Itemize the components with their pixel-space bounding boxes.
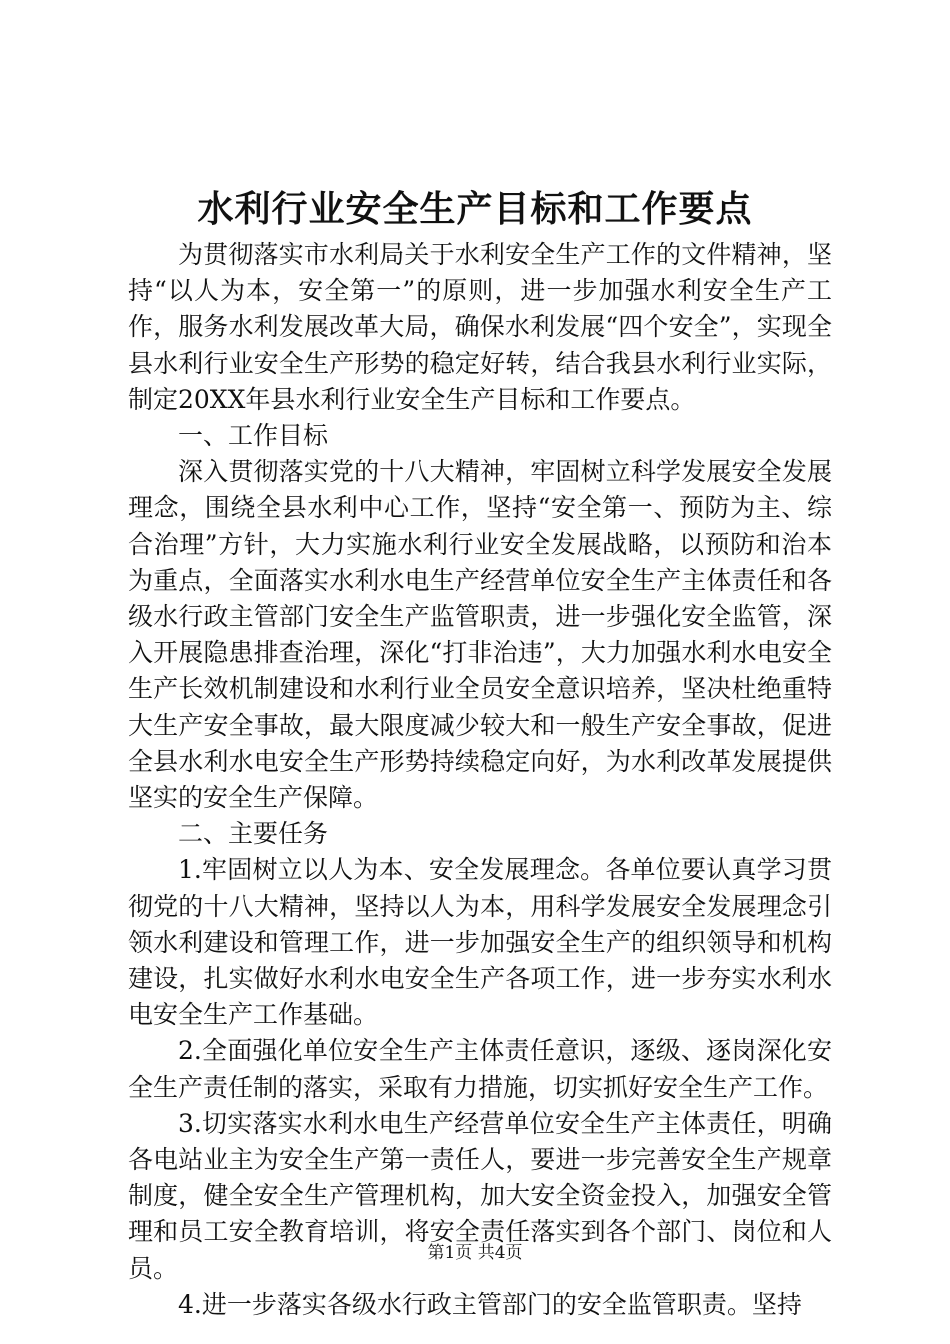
- document-title: 水利行业安全生产目标和工作要点: [197, 188, 753, 230]
- paragraph-task-1: 1.牢固树立以人为本、安全发展理念。各单位要认真学习贯彻党的十八大精神，坚持以人为本，用科学发展安全发展理念引领水利建设和管理工作，进一步加强安全生产的组织领导和机构建设，扎实做好水利水电安全生产各项工作，进一步夯实水利水电安全生产工作基础。: [128, 855, 832, 1030]
- page-number-footer: 第1页 共4页: [427, 1243, 523, 1263]
- paragraph-goals: 深入贯彻落实党的十八大精神，牢固树立科学发展安全发展理念，围绕全县水利中心工作，坚持“安全第一、预防为主、综合治理”方针，大力实施水利行业安全发展战略，以预防和治本为重点，全面落实水利水电生产经营单位安全生产主体责任和各级水行政主管部门安全生产监管职责，进一步强化安全监管，深入开展隐患排查治理，深化“打非治违”，大力加强水利水电安全生产长效机制建设和水利行业全员安全意识培养，坚决杜绝重特大生产安全事故，最大限度减少较大和一般生产安全事故，促进全县水利水电安全生产形势持续稳定向好，为水利改革发展提供坚实的安全生产保障。: [128, 457, 832, 813]
- paragraph-task-3: 3.切实落实水利水电生产经营单位安全生产主体责任，明确各电站业主为安全生产第一责任人，要进一步完善安全生产规章制度，健全安全生产管理机构，加大安全资金投入，加强安全管理和员工安全教育培训，将安全责任落实到各个部门、岗位和人员。: [128, 1108, 832, 1283]
- paragraph-task-4: 4.进一步落实各级水行政主管部门的安全监管职责。坚持: [178, 1289, 802, 1319]
- section-heading-goals: 一、工作目标: [178, 421, 329, 451]
- section-heading-tasks: 二、主要任务: [178, 819, 329, 849]
- paragraph-intro: 为贯彻落实市水利局关于水利安全生产工作的文件精神，坚持“以人为本，安全第一”的原则，进一步加强水利安全生产工作，服务水利发展改革大局，确保水利发展“四个安全”，实现全县水利行业安全生产形势的稳定好转，结合我县水利行业实际，制定20XX年县水利行业安全生产目标和工作要点。: [128, 240, 832, 414]
- document-body: [128, 237, 832, 1323]
- paragraph-task-2: 2.全面强化单位安全生产主体责任意识，逐级、逐岗深化安全生产责任制的落实，采取有力措施，切实抓好安全生产工作。: [128, 1036, 832, 1102]
